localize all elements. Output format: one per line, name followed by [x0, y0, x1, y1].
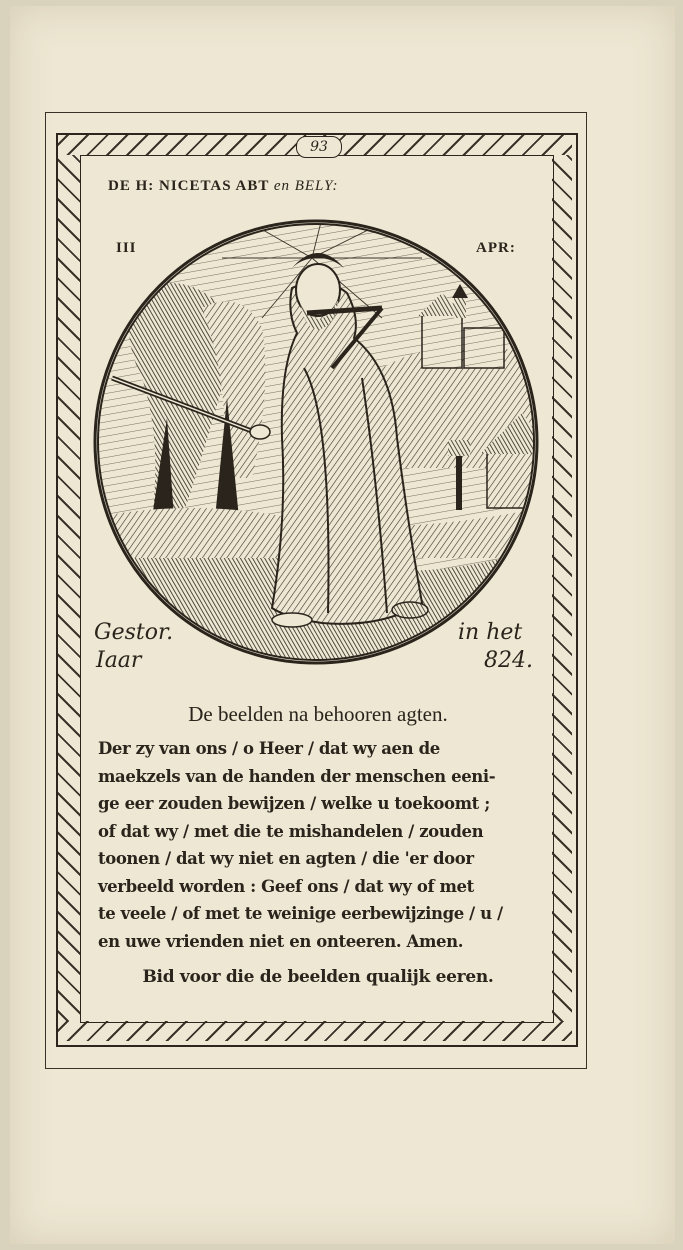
prayer-line: en uwe vrienden niet en onteeren. Amen. [98, 931, 464, 951]
inscription-in-the: in het [458, 620, 523, 645]
saint-title-italic: en BELY: [273, 178, 339, 194]
prayer-line: of dat wy / met die te mishandelen / zouden [98, 821, 484, 841]
prayer-line: ge eer zouden bewijzen / welke u toekoomt ; [98, 794, 490, 813]
inscription-year: 824. [484, 648, 533, 673]
inscription-died: Gestor. [94, 620, 174, 645]
prayer-text-block [98, 702, 538, 987]
prayer-line: verbeeld worden : Geef ons / dat wy of met [98, 876, 474, 896]
feast-month: APR: [476, 240, 516, 256]
closing-line: Bid voor die de beelden qualijk eeren. [142, 967, 494, 987]
prayer-line: te veele / of met te weinige eerbewijzinge / u / [98, 904, 503, 923]
prayer-line: Der zy van ons / o Heer / dat wy aen de [98, 739, 440, 758]
inscription-year-word: Iaar [96, 648, 142, 673]
prayer-line: toonen / dat wy niet en agten / die 'er door [98, 849, 474, 868]
prayer-body [98, 735, 538, 955]
feast-day: III [116, 240, 137, 256]
prayer-line: maekzels van de handen der menschen eeni- [98, 766, 496, 786]
prayer-heading: De beelden na behooren agten. [188, 702, 448, 726]
saint-engraving [92, 218, 540, 666]
engraved-medallion [92, 218, 540, 666]
plate-number: 93 [296, 136, 342, 158]
saint-title-caps: DE H: NICETAS ABT [108, 178, 270, 194]
saint-title [108, 178, 540, 195]
